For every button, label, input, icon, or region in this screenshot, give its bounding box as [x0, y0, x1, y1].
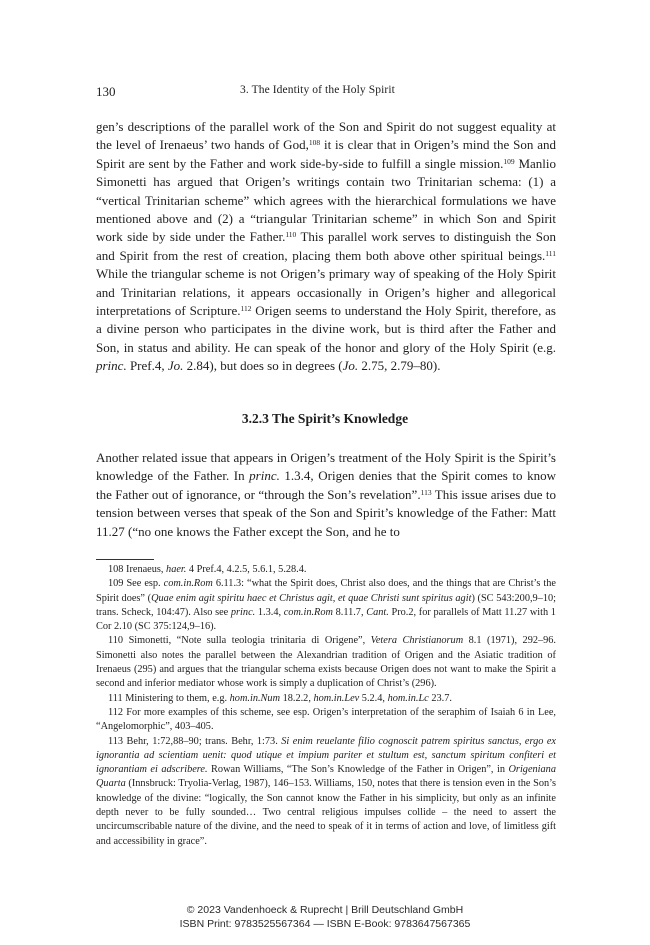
- text-span: 112 For more examples of this scheme, see esp. Origen’s interpretation of the seraphim of Isaiah 6 in Lee, “Angelomorphic”, 403–405.: [96, 706, 556, 733]
- footnote-110: [96, 634, 556, 691]
- page-number: 130: [96, 84, 116, 99]
- italic-span: princ.: [230, 606, 256, 618]
- text-span: 1.3.4, Origen denies that the Spirit comes to know the Father out of ignorance, or “through the Son’s revelation”.: [96, 468, 556, 502]
- text-span: gen’s descriptions of the parallel work of the Son and Spirit do not suggest equality at the level of Irenaeus’ two hands of God,: [96, 119, 556, 153]
- text-span: 109 See esp.: [108, 578, 164, 590]
- text-span: 108 Irenaeus,: [108, 564, 167, 575]
- italic-span: hom.in.Lev: [313, 692, 360, 704]
- text-span: 2.75, 2.79–80).: [358, 358, 441, 374]
- italic-span: hom.in.Lc: [387, 692, 429, 704]
- text-span: 111 Ministering to them, e.g.: [108, 692, 230, 704]
- text-span: it is clear that in Origen’s mind the Son and Spirit are sent by the Father and work side-by-side to fulfill a single mission.: [96, 137, 556, 171]
- text-span: 1.3.4,: [255, 606, 284, 618]
- italic-span: princ.: [249, 468, 280, 484]
- text-span: 4 Pref.4, 4.2.5, 5.6.1, 5.28.4.: [186, 564, 307, 575]
- footnotes: [96, 563, 556, 849]
- text-span: Origen seems to understand the Holy Spirit, therefore, as a divine person who participates in the divine work, but is third after the Father and Son, in status and ability. He can speak of the honor and glory of the Holy Spirit (e.g.: [96, 303, 556, 355]
- isbn-line: ISBN Print: 9783525567364 — ISBN E-Book: 9783647567365: [179, 918, 471, 930]
- footnote-111: [96, 692, 556, 706]
- footnote-divider: [96, 559, 154, 560]
- italic-span: com.in.Rom: [283, 606, 333, 618]
- footnote-ref: 108: [308, 138, 321, 148]
- body-paragraph: [96, 449, 556, 541]
- text-span: 113 Behr, 1:72,88–90; trans. Behr, 1:73.: [108, 735, 282, 747]
- footnote-113: [96, 735, 556, 849]
- text-span: 6.11.3: “what the Spirit does, Christ also does, and the things that are Christ’s the Spirit does” (: [96, 578, 557, 604]
- footnote-ref: 109: [503, 156, 515, 166]
- running-head: 3. The Identity of the Holy Spirit: [240, 84, 395, 96]
- section-heading: 3.2.3 The Spirit’s Knowledge: [241, 411, 409, 426]
- text-span: This parallel work serves to distinguish the Son and Spirit from the rest of creation, placing them both above other spiritual beings.: [96, 229, 556, 263]
- footnote-ref: 110: [285, 230, 297, 240]
- italic-span: Cant.: [366, 606, 389, 618]
- text-span: While the triangular scheme is not Origen’s primary way of speaking of the Holy Spirit and Trinitarian relations, it appears occasionally in Origen’s higher and allegorical interpretations of Scripture.: [96, 266, 556, 319]
- text-span: 110 Simonetti, “Note sulla teologia trinitaria di Origene”,: [108, 635, 371, 647]
- text-span: 18.2.2,: [280, 692, 314, 704]
- text-span: Pref.4,: [126, 358, 168, 374]
- footnote-112: [96, 706, 556, 735]
- footnote-109: [96, 577, 556, 634]
- italic-span: hom.in.Num: [229, 692, 280, 704]
- footnote-108: [96, 563, 556, 577]
- body-paragraph: [96, 118, 556, 376]
- text-span: This issue arises due to tension between verses that speak of the Son and Spirit’s knowledge of the Father: Matt 11.27 (“no one knows the Father except the Son, and he to: [96, 486, 557, 539]
- footnote-ref: 111: [545, 248, 556, 258]
- italic-span: Origeniana Quarta: [96, 764, 556, 790]
- text-span: 23.7.: [428, 692, 452, 704]
- text-span: (Innsbruck: Tryolia-Verlag, 1987), 146–153. Williams, 150, notes that there is tension even in the Son’s knowledge of the divine: “logically, the Son cannot know the Father in his simplicity, but only as an infinite depth never to be fully sounded… Two central religious impulses collide – the need to assert the uncircumscribable nature of the divine, and the need to speak of it in terms of action and love, of limitless gift and accessibility in grace”.: [96, 778, 556, 847]
- text-span: 8.1 (1971), 292–96. Simonetti also notes the parallel between the Alexandrian tradition of Origen and the Asiatic tradition of Irenaeus (295) and argues that the triangular schema exists because Origen does not want to make the Spirit a second and inferior mediator whose work is simply a duplication of Christ’s (296).: [96, 635, 557, 690]
- text-span: Manlio Simonetti has argued that Origen’s writings contain two Trinitarian schema: (1) a “vertical Trinitarian scheme” which agrees with the hierarchical formulations we have mentioned above and (2) a “triangular Trinitarian scheme” in which Son and Spirit work side by side under the Father.: [96, 155, 556, 245]
- text-span: Rowan Williams, “The Son’s Knowledge of the Father in Origen”, in: [207, 764, 509, 776]
- italic-span: princ.: [96, 358, 127, 374]
- text-span: 8.11.7,: [332, 606, 367, 618]
- text-span: 2.84), but does so in degrees (: [183, 358, 343, 374]
- italic-span: Si enim reuelante filio cognoscit patrem spiritus sanctus, ergo ex ignorantia ad scientiam uenit: quod utique et impium pariter et stultum est, sanctum spiritum confiteri et ignorantiam ei adscribere.: [96, 735, 556, 776]
- italic-span: com.in.Rom: [163, 578, 213, 590]
- italic-span: Jo.: [167, 358, 184, 374]
- italic-span: Vetera Christianorum: [370, 635, 464, 647]
- text-span: 5.2.4,: [359, 692, 388, 704]
- italic-span: Jo.: [342, 358, 359, 374]
- text-span: Pro.2, for parallels of Matt 11.27 with 1 Cor 2.10 (SC 375:124,9–16).: [96, 606, 556, 633]
- footnote-ref: 113: [420, 487, 432, 497]
- italic-span: Quae enim agit spiritu haec et Christus agit, et quae Christi sunt spiritus agit: [151, 592, 472, 604]
- italic-span: haer.: [166, 564, 187, 575]
- copyright-footer: [0, 903, 650, 931]
- text-span: Another related issue that appears in Origen’s treatment of the Holy Spirit is the Spirit’s knowledge of the Father. In: [96, 450, 556, 484]
- footnote-ref: 112: [240, 304, 252, 314]
- copyright-line: © 2023 Vandenhoeck & Ruprecht | Brill Deutschland GmbH: [186, 904, 464, 916]
- text-span: ) (SC 543:200,9–10; trans. Scheck, 104:47). Also see: [96, 592, 556, 618]
